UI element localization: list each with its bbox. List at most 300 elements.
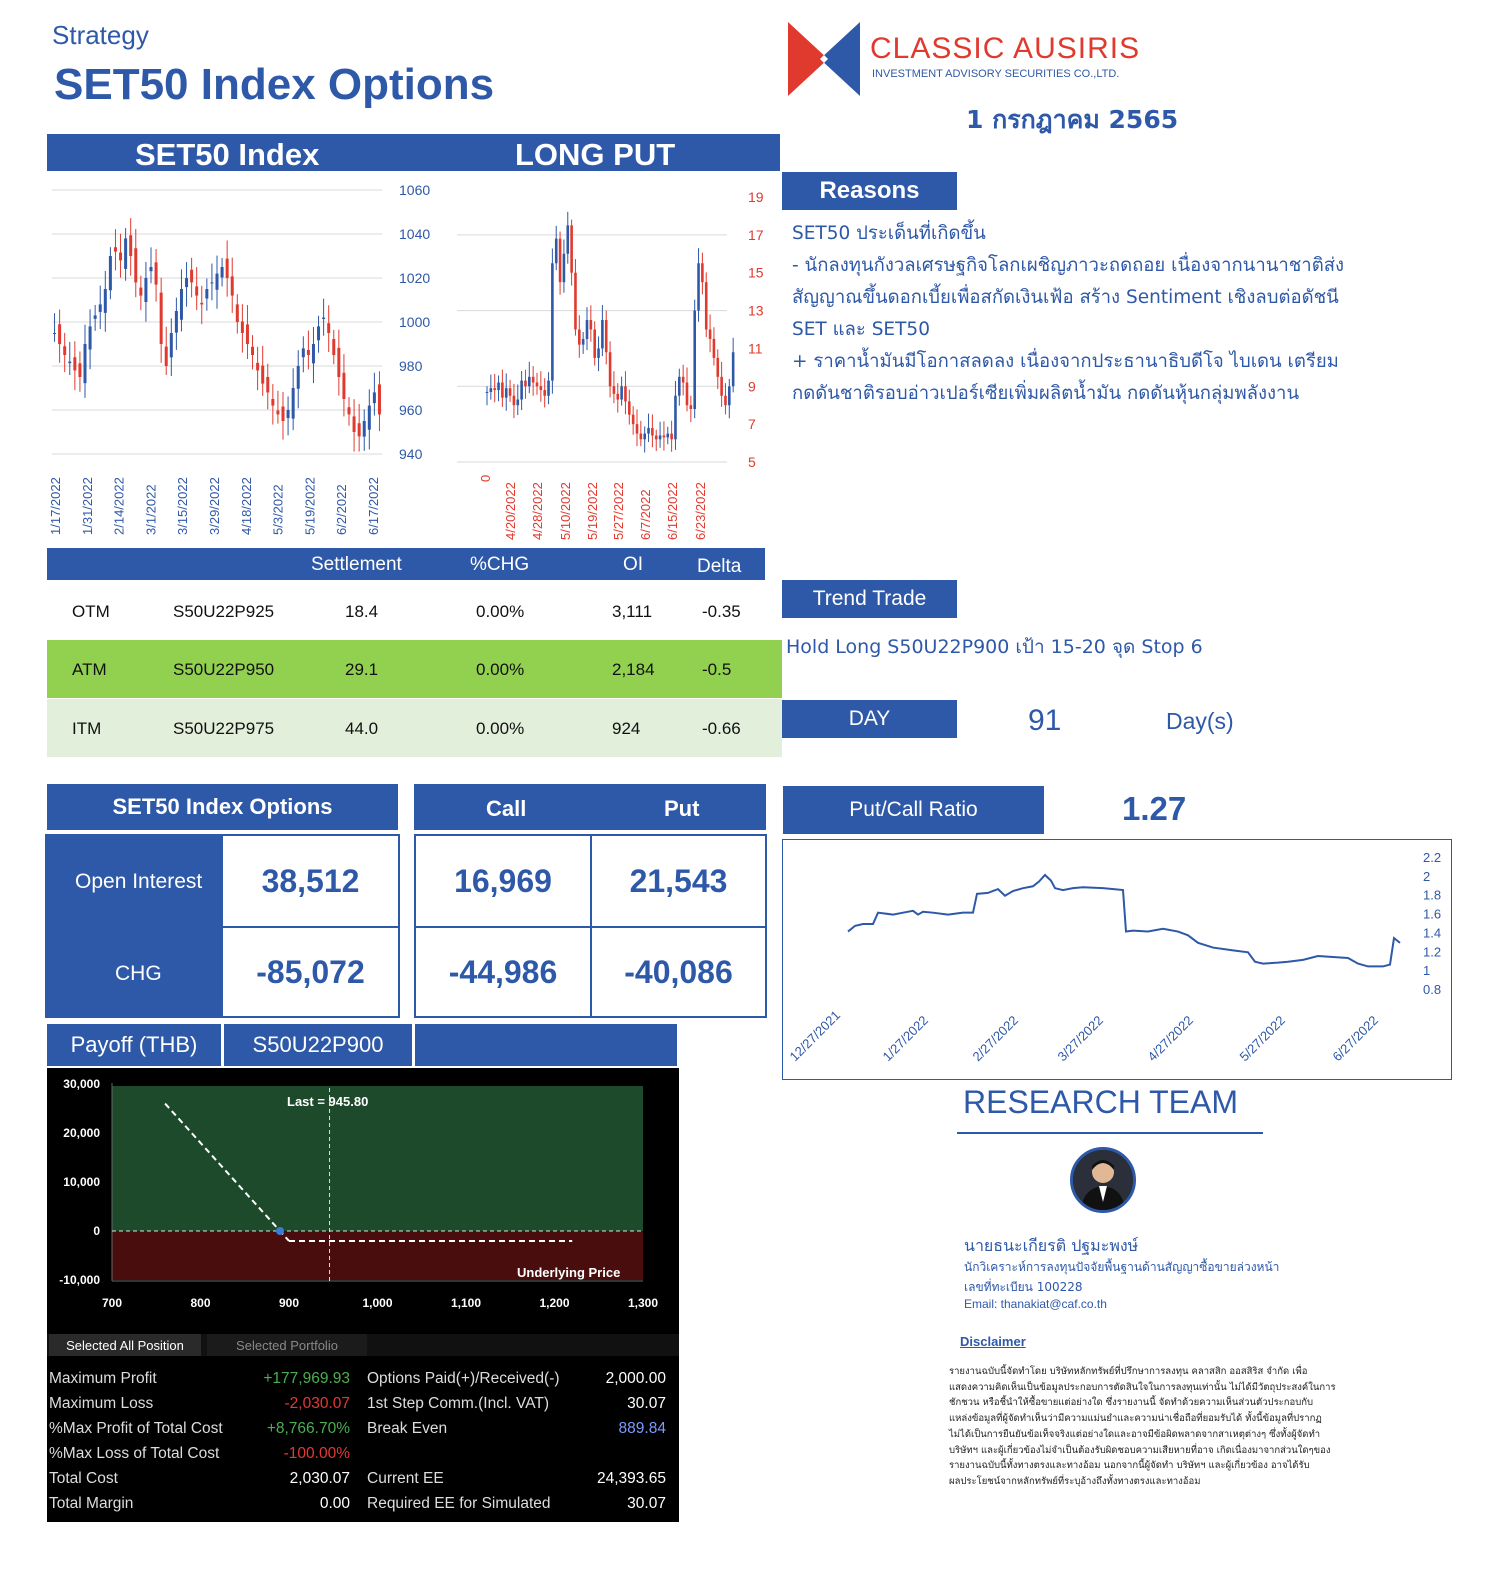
option-series: S50U22P975	[173, 719, 275, 738]
candle-body	[705, 282, 708, 329]
stat-label: Current EE	[367, 1469, 444, 1487]
stat-value	[595, 1441, 668, 1466]
candle-body	[170, 333, 173, 357]
x-tick-label: 6/23/2022	[693, 482, 708, 540]
candle-body	[317, 326, 320, 340]
candle-body	[709, 330, 712, 339]
page-kicker: Strategy	[52, 20, 149, 50]
candle-body	[682, 377, 685, 383]
candle-body	[697, 263, 700, 310]
candle-body	[551, 263, 554, 380]
option-oi: 3,111	[612, 602, 653, 621]
reason-line: กดดันชาติรอบอ่าวเปอร์เซียเพิ่มผลิตน้ำมัน กดดันหุ้นกลุ่มพลังงาน	[792, 383, 1300, 404]
candle-body	[353, 416, 356, 432]
candle-body	[73, 357, 76, 370]
oi-total-value: 38,512	[221, 834, 400, 928]
y-tick-label: 1060	[399, 182, 431, 198]
stat-value: 24,393.65	[597, 1469, 666, 1487]
candle-body	[358, 423, 361, 436]
x-tick-label: 1/17/2022	[48, 477, 63, 535]
candle-body	[578, 330, 581, 345]
stat-value: 30.07	[627, 1494, 666, 1512]
y-tick-label: 30,000	[63, 1077, 100, 1091]
chg-put-value: -40,086	[590, 926, 767, 1018]
chg-total-value: -85,072	[221, 926, 400, 1018]
reasons-header: Reasons	[782, 172, 957, 210]
set50-index-chart	[47, 180, 447, 540]
y-tick-label: 940	[399, 446, 423, 462]
y-tick-label: 1000	[399, 314, 431, 330]
stat-row	[365, 1366, 668, 1391]
candle-body	[505, 388, 508, 397]
stat-value: +177,969.93	[263, 1369, 350, 1387]
stat-label: %Max Profit of Total Cost	[49, 1419, 223, 1437]
stat-row	[365, 1441, 668, 1466]
x-tick-label: 4/27/2022	[1144, 1012, 1197, 1065]
option-oi: 924	[612, 719, 641, 738]
candle-body	[497, 383, 500, 391]
candle-body	[231, 276, 234, 295]
x-tick-label: 6/15/2022	[665, 482, 680, 540]
x-tick-label: 6/7/2022	[638, 489, 653, 540]
payoff-stats-right	[365, 1366, 668, 1516]
candle-body	[109, 256, 112, 290]
y-tick-label: 1040	[399, 226, 431, 242]
x-tick-label: 1,200	[539, 1296, 570, 1310]
x-tick-label: 2/27/2022	[969, 1012, 1022, 1065]
days-value: 91	[1028, 704, 1062, 737]
x-tick-label: 5/10/2022	[558, 482, 573, 540]
candle-body	[674, 396, 677, 440]
stat-row	[47, 1391, 352, 1416]
y-tick-label: -10,000	[59, 1273, 100, 1287]
candle-body	[686, 383, 689, 406]
candle-body	[690, 405, 693, 409]
candle-body	[605, 320, 608, 352]
stat-row	[365, 1391, 668, 1416]
y-tick-label: 7	[748, 416, 756, 433]
stat-value: 2,030.07	[289, 1469, 350, 1487]
company-logo	[788, 22, 860, 96]
candle-body	[266, 377, 269, 392]
disclaimer-line: บริษัทฯ และผู้เกี่ยวข้องไม่จำเป็นต้องรับผิดชอบความเสียหายที่อาจ เกิดเนื่องมาจากส่วนใดๆของ	[949, 1444, 1331, 1456]
stat-value: 30.07	[627, 1394, 666, 1412]
chg-label: CHG	[115, 962, 162, 985]
candle-body	[221, 267, 224, 277]
option-series: S50U22P925	[173, 602, 275, 621]
reason-line: SET50 ประเด็นที่เกิดขึ้น	[792, 223, 986, 244]
x-tick-label: 5/27/2022	[611, 482, 626, 540]
payoff-stats-left	[47, 1366, 352, 1516]
put-label: Put	[664, 796, 700, 821]
candle-body	[513, 396, 516, 405]
day-header: DAY	[782, 700, 957, 738]
x-tick-label: 3/27/2022	[1054, 1012, 1107, 1065]
candle-body	[716, 358, 719, 377]
candle-body	[368, 406, 371, 430]
stat-label: 1st Step Comm.(Incl. VAT)	[367, 1394, 550, 1412]
trend-trade-header: Trend Trade	[782, 580, 957, 618]
candle-body	[713, 339, 716, 358]
candle-body	[210, 282, 213, 283]
x-tick-label: 5/27/2022	[1236, 1012, 1289, 1065]
x-tick-label: 1/31/2022	[79, 477, 95, 535]
stat-label: Options Paid(+)/Received(-)	[367, 1369, 560, 1387]
candle-body	[628, 401, 631, 414]
index-header: SET50 Index	[135, 137, 320, 172]
stat-label	[365, 1441, 595, 1466]
candle-body	[593, 330, 596, 358]
candle-body	[327, 323, 330, 333]
analyst-name: นายธนะเกียรติ ปฐมะพงษ์	[964, 1236, 1139, 1255]
y-tick-label: 15	[748, 264, 764, 281]
chg-call-value: -44,986	[414, 926, 592, 1018]
candle-body	[732, 352, 735, 386]
candle-body	[666, 434, 669, 438]
open-interest-label: Open Interest	[75, 870, 203, 893]
pcr-label: Put/Call Ratio	[783, 786, 1044, 834]
candle-body	[84, 344, 87, 383]
x-tick-label: 12/27/2021	[786, 1007, 844, 1065]
y-tick-label: 1.2	[1423, 944, 1442, 960]
y-tick-label: 19	[748, 189, 764, 205]
pcr-chart	[782, 839, 1452, 1080]
candle-body	[205, 289, 208, 299]
option-row-itm	[47, 699, 782, 757]
candle-body	[555, 239, 558, 264]
x-tick-label: 4/28/2022	[530, 482, 545, 540]
stat-value: 0.00	[319, 1494, 350, 1512]
candle-body	[53, 333, 56, 334]
stat-row	[47, 1466, 352, 1491]
strategy-header: LONG PUT	[515, 137, 676, 172]
option-chg: 0.00%	[476, 719, 525, 738]
x-tick-label: 4/20/2022	[503, 482, 518, 540]
candle-body	[190, 270, 193, 283]
candle-body	[68, 362, 71, 364]
call-label: Call	[486, 796, 527, 821]
candle-body	[559, 239, 562, 283]
reasons-text	[792, 218, 1352, 410]
days-unit: Day(s)	[1166, 708, 1234, 734]
underlying-label: Underlying Price	[517, 1265, 621, 1280]
analyst-avatar	[1070, 1147, 1136, 1213]
y-tick-label: 11	[748, 340, 763, 357]
candle-body	[663, 436, 666, 438]
col-oi: OI	[623, 554, 644, 575]
candle-body	[586, 320, 589, 339]
candle-body	[312, 344, 315, 363]
y-tick-label: 980	[399, 358, 423, 374]
x-tick-label: 5/19/2022	[302, 477, 318, 535]
candle-body	[509, 388, 512, 396]
reason-line: สัญญาณขึ้นดอกเบี้ยเพื่อสกัดเงินเฟ้อ สร้าง Sentiment เชิงลบต่อดัชนี	[792, 287, 1339, 308]
candle-body	[540, 386, 543, 390]
reason-line: - นักลงทุนกังวลเศรษฐกิจโลกเผชิญภาวะถดถอย เนื่องจากนานาชาติส่ง	[792, 255, 1345, 276]
candle-body	[251, 347, 254, 355]
stat-value: +8,766.70%	[266, 1419, 350, 1437]
candle-body	[236, 304, 239, 322]
y-tick-label: 0.8	[1423, 982, 1442, 997]
stat-label: Break Even	[367, 1419, 448, 1437]
candle-body	[155, 262, 158, 284]
candle-body	[89, 326, 92, 349]
candle-body	[322, 318, 325, 319]
x-tick-label: 1,000	[362, 1296, 393, 1310]
disclaimer-title: Disclaimer	[960, 1334, 1026, 1349]
candle-body	[378, 384, 381, 414]
oi-put-value: 21,543	[590, 834, 767, 928]
candle-body	[701, 263, 704, 282]
candle-body	[134, 248, 137, 282]
candle-body	[261, 366, 264, 384]
candle-body	[271, 399, 274, 406]
x-tick-label: 900	[278, 1296, 300, 1310]
candle-body	[246, 324, 249, 344]
candle-body	[58, 324, 61, 344]
candle-body	[566, 225, 569, 253]
x-tick-label: 2/14/2022	[111, 477, 127, 535]
candle-body	[655, 436, 658, 440]
option-oi: 2,184	[612, 660, 655, 679]
option-delta: -0.5	[702, 660, 732, 679]
y-tick-label: 0	[93, 1224, 100, 1238]
x-tick-label: 3/1/2022	[143, 484, 159, 535]
x-tick-label: 800	[190, 1296, 211, 1310]
brand-name: CLASSIC AUSIRIS	[870, 32, 1141, 65]
candle-body	[643, 434, 646, 440]
y-tick-label: 1.8	[1423, 887, 1442, 903]
option-chg: 0.00%	[476, 660, 525, 679]
candle-body	[124, 238, 127, 269]
candle-body	[94, 315, 97, 318]
candle-body	[195, 286, 198, 295]
y-tick-label: 1020	[399, 270, 431, 286]
disclaimer-line: แหล่งข้อมูลที่ผู้จัดทำเห็นว่ามีความแม่นยำและความน่าเชื่อถือที่ยอมรับได้ ทั้งนี้ข้อมูลที่ปรากฏ	[949, 1413, 1322, 1425]
brand-subtitle: INVESTMENT ADVISORY SECURITIES CO.,LTD.	[872, 68, 1120, 80]
x-tick-label: 6/27/2022	[1329, 1012, 1382, 1065]
candle-body	[104, 289, 107, 313]
analyst-reg: เลขที่ทะเบียน 100228	[964, 1280, 1083, 1294]
payoff-tabs	[47, 1334, 679, 1356]
candle-body	[175, 311, 178, 333]
y-tick-label: 10,000	[63, 1175, 100, 1189]
candle-body	[185, 278, 188, 287]
last-price-label: Last = 945.80	[287, 1094, 369, 1109]
oi-row-labels	[45, 834, 223, 1018]
break-even-point	[276, 1227, 284, 1235]
payoff-header-spacer	[415, 1024, 677, 1066]
option-row-otm	[47, 582, 782, 640]
option-delta: -0.35	[702, 602, 741, 621]
candle-body	[524, 381, 527, 387]
y-tick-label: 9	[748, 378, 756, 395]
candle-body	[609, 352, 612, 386]
stat-row	[365, 1491, 668, 1516]
option-settlement: 44.0	[345, 719, 379, 738]
x-tick-label: 5/3/2022	[270, 484, 286, 535]
payoff-panel	[47, 1068, 679, 1522]
y-tick-label: 13	[748, 302, 764, 319]
candle-body	[282, 407, 285, 421]
candle-body	[678, 377, 681, 396]
candle-body	[256, 363, 259, 370]
page-title: SET50 Index Options	[54, 60, 495, 109]
x-tick-label: 0	[478, 474, 493, 482]
y-tick-label: 1	[1423, 963, 1431, 979]
candle-body	[536, 383, 539, 387]
candle-body	[287, 410, 290, 418]
candle-body	[139, 288, 142, 296]
disclaimer-line: ไม่ได้เป็นการยืนยันข้อเท็จจริงแต่อย่างใดและอาจมีข้อผิดพลาดจากสาเหตุต่างๆ ซึ่งทั้งผู้จัดทำ	[949, 1428, 1321, 1440]
x-tick-label: 6/17/2022	[366, 477, 381, 535]
option-moneyness: ATM	[72, 660, 107, 679]
payoff-series: S50U22P900	[224, 1024, 412, 1066]
candle-body	[590, 320, 593, 329]
candle-body	[632, 415, 635, 424]
y-tick-label: 960	[399, 402, 423, 418]
stat-value: 889.84	[618, 1419, 666, 1437]
candle-body	[563, 254, 566, 282]
candle-body	[543, 390, 546, 396]
candle-body	[486, 392, 489, 393]
candle-body	[297, 366, 300, 389]
x-tick-label: 4/18/2022	[238, 477, 254, 535]
option-settlement: 18.4	[345, 602, 379, 621]
candle-body	[720, 377, 723, 396]
candle-body	[490, 388, 493, 392]
candle-body	[670, 434, 673, 440]
col-delta: Delta	[697, 556, 742, 577]
candle-body	[659, 436, 662, 440]
candle-body	[647, 428, 650, 434]
candle-body	[78, 363, 81, 377]
candle-body	[160, 293, 163, 344]
candle-body	[216, 274, 219, 290]
candle-body	[574, 273, 577, 330]
research-team-title: RESEARCH TEAM	[963, 1084, 1239, 1120]
call-put-header	[414, 784, 766, 830]
analyst-role: นักวิเคราะห์การลงทุนปัจจัยพื้นฐานด้านสัญญาซื้อขายล่วงหน้า	[964, 1260, 1280, 1274]
pcr-line	[848, 875, 1400, 966]
disclaimer-line: แสดงความคิดเห็นเป็นข้อมูลประกอบการตัดสินใจในการลงทุนเท่านั้น ไม่ได้มีวัตถุประสงค์ในการ	[949, 1381, 1336, 1393]
candle-body	[597, 348, 600, 357]
stat-row	[365, 1466, 668, 1491]
x-tick-label: 5/19/2022	[585, 482, 600, 540]
x-tick-label: 1,100	[450, 1296, 482, 1310]
option-delta: -0.66	[702, 719, 741, 738]
option-moneyness: ITM	[72, 719, 102, 738]
candle-body	[150, 267, 153, 271]
candle-body	[363, 421, 366, 437]
payoff-label: Payoff (THB)	[47, 1024, 221, 1066]
candle-body	[119, 253, 122, 261]
report-date: 1 กรกฎาคม 2565	[966, 105, 1179, 134]
disclaimer-line: ชักชวน หรือชี้นำให้ซื้อขายแต่อย่างใด ซึ่งรายงานนี้ จัดทำด้วยความเห็นส่วนตัวประกอบกับ	[949, 1397, 1314, 1409]
col-chg: %CHG	[470, 554, 530, 575]
stat-value: -2,030.07	[284, 1394, 350, 1412]
x-tick-label: 3/15/2022	[175, 477, 191, 535]
option-series: S50U22P950	[173, 660, 275, 679]
stat-row	[47, 1366, 352, 1391]
candle-body	[651, 428, 654, 436]
candle-body	[724, 396, 727, 405]
stat-value: 2,000.00	[605, 1369, 666, 1387]
stat-label: %Max Loss of Total Cost	[49, 1444, 220, 1462]
candle-body	[373, 392, 376, 403]
candle-body	[241, 321, 244, 333]
candle-body	[165, 347, 168, 366]
candle-body	[547, 381, 550, 396]
col-settlement: Settlement	[311, 554, 402, 575]
stat-label: Total Margin	[49, 1494, 134, 1512]
option-settlement: 29.1	[345, 660, 379, 679]
candle-body	[601, 320, 604, 348]
disclaimer-line: ผลประโยชน์จากหลักทรัพย์ที่ระบุอ้างถึงทั้งทางตรงและทางอ้อม	[949, 1475, 1201, 1487]
candle-body	[200, 303, 203, 305]
profit-zone	[112, 1086, 643, 1231]
stat-row	[47, 1491, 352, 1516]
candle-body	[493, 388, 496, 390]
option-chg: 0.00%	[476, 602, 525, 621]
candle-body	[620, 386, 623, 399]
oi-summary-title: SET50 Index Options	[47, 784, 398, 830]
candle-body	[616, 394, 619, 400]
disclaimer-line: รายงานฉบับนี้ทั้งทางตรงและทางอ้อม นอกจากนี้ผู้จัดทำ บริษัทฯ และผู้เกี่ยวข้อง อาจได้รับ	[949, 1460, 1310, 1472]
candle-body	[728, 386, 731, 405]
candle-body	[302, 348, 305, 357]
candle-body	[570, 225, 573, 272]
stat-row	[47, 1441, 352, 1466]
x-tick-label: 3/29/2022	[207, 477, 222, 535]
option-moneyness: OTM	[72, 602, 110, 621]
x-tick-label: 1,300	[627, 1296, 659, 1310]
tab-selected-all-position[interactable]: Selected All Position	[49, 1334, 201, 1356]
x-tick-label: 700	[101, 1296, 123, 1310]
candle-body	[63, 346, 66, 355]
analyst-email[interactable]: Email: thanakiat@caf.co.th	[964, 1297, 1107, 1311]
candle-body	[532, 377, 535, 383]
candle-body	[516, 400, 519, 406]
stat-label: Required EE for Simulated	[367, 1494, 551, 1512]
trend-trade-text: Hold Long S50U22P900 เป้า 15-20 จุด Stop 6	[786, 636, 1203, 658]
candle-body	[342, 373, 345, 399]
candle-body	[501, 383, 504, 398]
candle-body	[613, 386, 616, 394]
candle-body	[332, 339, 335, 355]
y-tick-label: 5	[748, 454, 756, 470]
stat-row	[47, 1416, 352, 1441]
candle-body	[348, 407, 351, 414]
candle-body	[180, 289, 183, 320]
candle-body	[226, 259, 229, 278]
stat-label: Maximum Profit	[49, 1369, 157, 1387]
candle-body	[520, 381, 523, 400]
candle-body	[640, 434, 643, 440]
y-tick-label: 1.6	[1423, 906, 1442, 922]
candle-body	[624, 386, 627, 401]
candle-body	[307, 350, 310, 355]
candle-body	[292, 388, 295, 419]
candle-body	[144, 278, 147, 302]
y-tick-label: 2	[1423, 868, 1431, 884]
candle-body	[693, 311, 696, 409]
tab-selected-portfolio[interactable]: Selected Portfolio	[207, 1334, 367, 1356]
candle-body	[114, 247, 117, 251]
research-divider	[957, 1132, 1263, 1134]
x-tick-label: 6/2/2022	[334, 484, 350, 535]
disclaimer-text	[949, 1364, 1336, 1490]
